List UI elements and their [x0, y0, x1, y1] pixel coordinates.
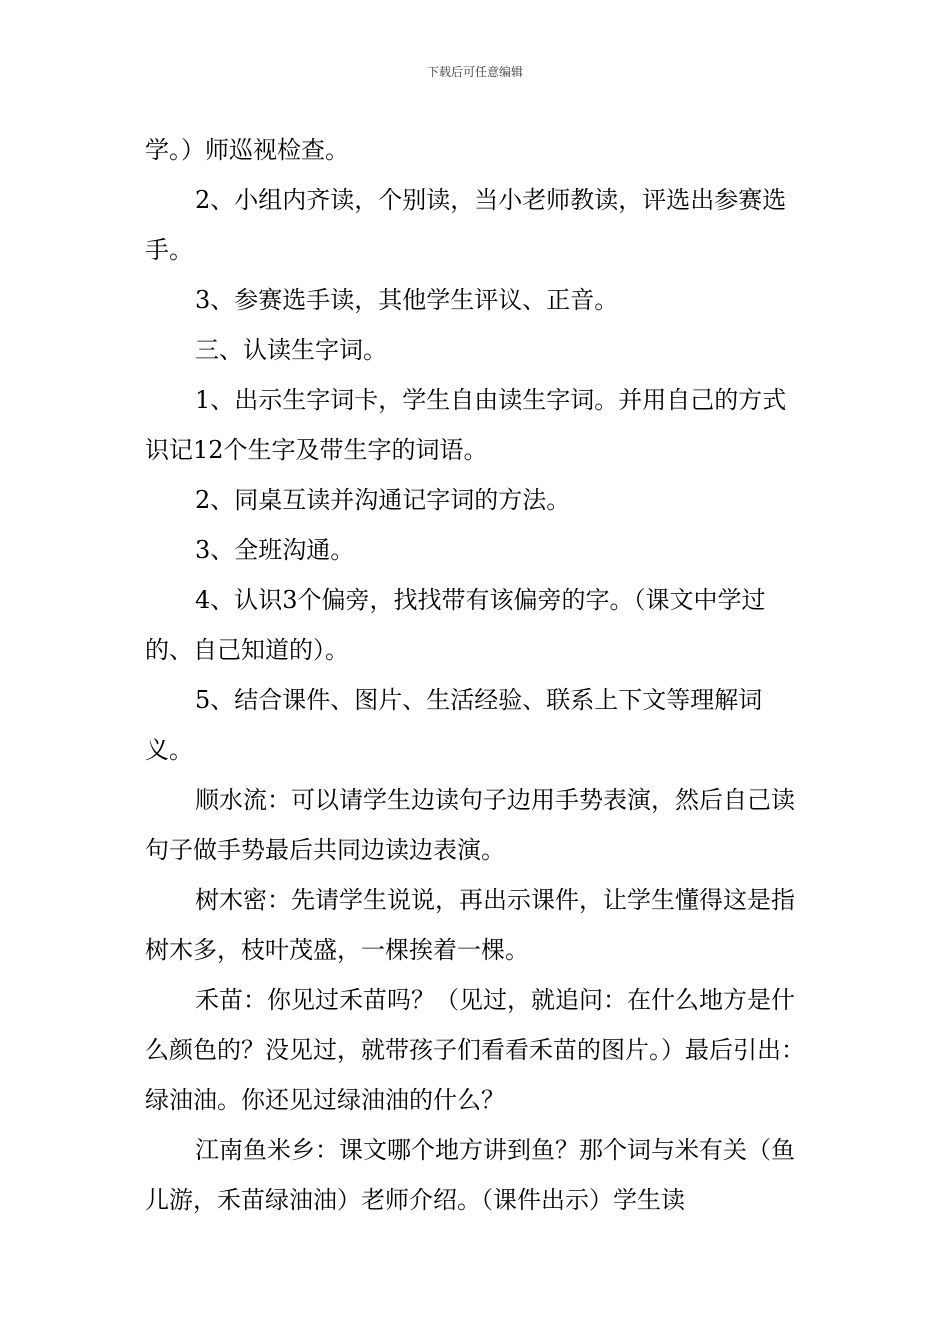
paragraph-6: 2、同桌互读并沟通记字词的方法。 [195, 486, 571, 514]
document-body [145, 125, 810, 1225]
paragraph-5: 1、出示生字词卡，学生自由读生字词。并用自己的方式识记12个生字及带生字的词语。 [145, 386, 787, 464]
paragraph-7: 3、全班沟通。 [195, 536, 355, 564]
paragraph-2: 2、小组内齐读，个别读，当小老师教读，评选出参赛选手。 [145, 186, 787, 264]
page-header: 下载后可任意编辑 [426, 65, 523, 79]
section-heading-3: 三、认读生字词。 [195, 336, 387, 364]
paragraph-11: 树木密：先请学生说说，再出示课件，让学生懂得这是指树木多，枝叶茂盛，一棵挨着一棵。 [145, 886, 795, 964]
paragraph-12: 禾苗：你见过禾苗吗？（见过，就追问：在什么地方是什么颜色的？没见过，就带孩子们看看禾苗的图片。）最后引出：绿油油。你还见过绿油油的什么？ [145, 986, 805, 1114]
paragraph-9: 5、结合课件、图片、生活经验、联系上下文等理解词义。 [145, 686, 763, 764]
paragraph-13: 江南鱼米乡：课文哪个地方讲到鱼？那个词与米有关（鱼儿游，禾苗绿油油）老师介绍。（课件出示）学生读 [145, 1136, 795, 1214]
paragraph-1: 学。）师巡视检查。 [145, 136, 349, 164]
paragraph-3: 3、参赛选手读，其他学生评议、正音。 [195, 286, 619, 314]
paragraph-10: 顺水流：可以请学生边读句子边用手势表演，然后自己读句子做手势最后共同边读边表演。 [145, 786, 795, 864]
paragraph-8: 4、认识3个偏旁，找找带有该偏旁的字。（课文中学过的、自己知道的）。 [145, 586, 766, 664]
